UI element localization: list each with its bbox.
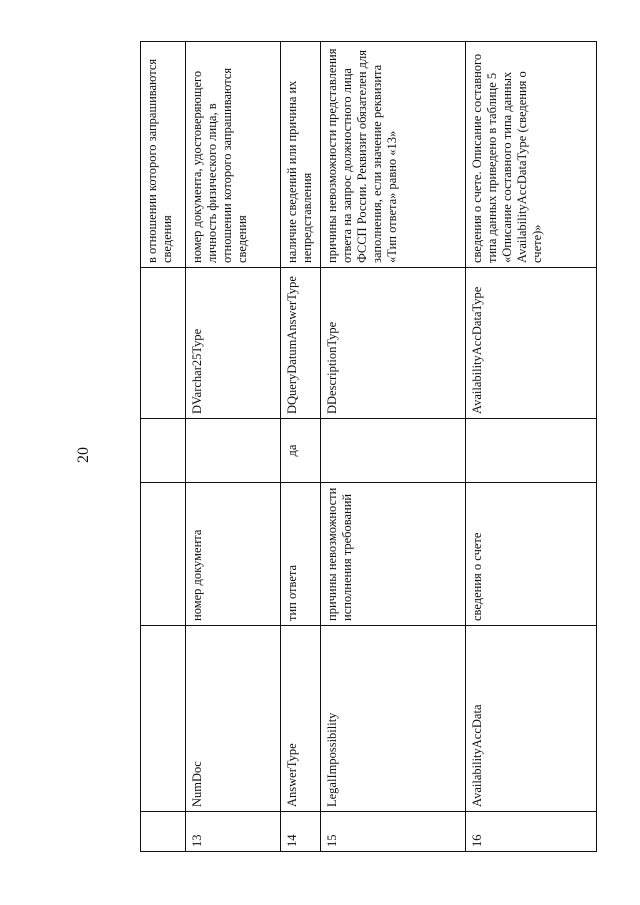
- cell-desc: причины невозможности исполнения требований: [321, 483, 466, 626]
- cell-num: 14: [281, 812, 321, 852]
- table-row-continued: [141, 42, 186, 852]
- cell-num: [141, 812, 186, 852]
- cell-desc: тип ответа: [281, 483, 321, 626]
- cell-note: номер документа, удостоверяющего личность физического лица, в отношении которого запрашиваются сведения: [186, 42, 281, 268]
- cell-note: наличие сведений или причина их непредставления: [281, 42, 321, 268]
- page-number: 20: [75, 447, 92, 463]
- cell-note: причины невозможности представления ответа на запрос должностного лица ФССП России. Реквизит обязателен для заполнения, если значение реквизита «Тип ответа» равно «13»: [321, 42, 466, 268]
- cell-required: [321, 419, 466, 483]
- cell-num: 15: [321, 812, 466, 852]
- cell-name: LegalImpossibility: [321, 626, 466, 812]
- cell-num: 16: [466, 812, 597, 852]
- cell-num: 13: [186, 812, 281, 852]
- cell-required: [466, 419, 597, 483]
- cell-name: AvailabilityAccData: [466, 626, 597, 812]
- cell-required: да: [281, 419, 321, 483]
- data-table-rotated: [140, 42, 596, 852]
- cell-name: [141, 626, 186, 812]
- cell-type: DVarchar25Type: [186, 268, 281, 419]
- cell-desc: [141, 483, 186, 626]
- cell-required: [141, 419, 186, 483]
- table-row: [186, 42, 281, 852]
- table-row: [281, 42, 321, 852]
- cell-desc: сведения о счете: [466, 483, 597, 626]
- fields-table: [140, 41, 597, 852]
- cell-name: AnswerType: [281, 626, 321, 812]
- cell-type: [141, 268, 186, 419]
- cell-required: [186, 419, 281, 483]
- cell-desc: номер документа: [186, 483, 281, 626]
- cell-note: сведения о счете. Описание составного типа данных приведено в таблице 5 «Описание составного типа данных AvailabilityAccDataType (сведения о счете)»: [466, 42, 597, 268]
- table-row: [466, 42, 597, 852]
- cell-type: AvailabilityAccDataType: [466, 268, 597, 419]
- cell-type: DDescriptionType: [321, 268, 466, 419]
- cell-type: DQueryDatumAnswerType: [281, 268, 321, 419]
- cell-note: в отношении которого запрашиваются сведения: [141, 42, 186, 268]
- cell-name: NumDoc: [186, 626, 281, 812]
- table-row: [321, 42, 466, 852]
